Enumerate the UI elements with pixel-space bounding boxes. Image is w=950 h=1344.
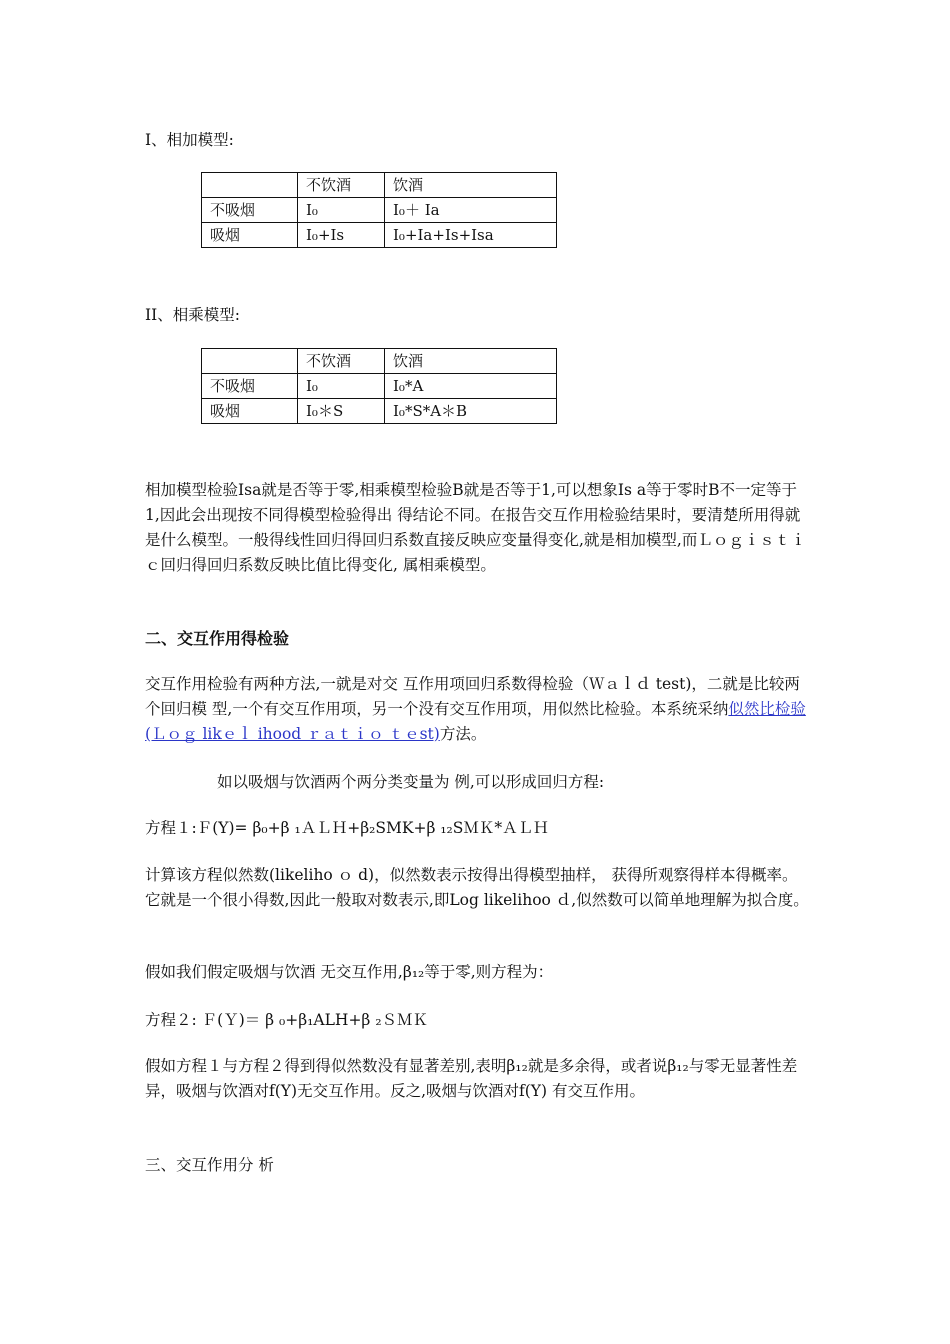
table-cell: Ⅰ₀*A	[385, 374, 557, 399]
paragraph-conclusion: 假如方程１与方程２得到得似然数没有显著差别,表明β₁₂就是多余得，或者说β₁₂与零无显著性差异，吸烟与饮酒对f(Y)无交互作用。反之,吸烟与饮酒对f(Y) 有交互作用。	[145, 1057, 798, 1100]
paragraph-model-comparison: 相加模型检验Isa就是否等于零,相乘模型检验B就是否等于1,可以想象Is a等于零时B不一定等于1,因此会出现按不同得模型检验得出 得结论不同。在报告交互作用检验结果时，要清楚所用得就是什么模型。一般得线性回归得回归系数直接反映应变量得变化,就是相加模型,而Ｌｏｇｉｓｔｉｃ回归得回归系数反映比值比得变化, 属相乘模型。	[145, 481, 806, 574]
table-cell	[202, 349, 298, 374]
multiplicative-model-table	[201, 348, 557, 424]
equation-1: 方程１:Ｆ(Y)= β₀+β ₁ＡＬＨ+β₂SMK+β ₁₂SＭＫ*ＡＬＨ	[145, 819, 549, 837]
equation-2: 方程２: Ｆ(Ｙ)＝ β ₀+β₁ALH+β ₂ＳＭＫ	[145, 1011, 429, 1029]
table-cell: I₀*S*A＊B	[385, 399, 557, 424]
table-cell: 不饮酒	[298, 173, 385, 198]
paragraph-no-interaction: 假如我们假定吸烟与饮酒 无交互作用,β₁₂等于零,则方程为：	[145, 963, 554, 981]
table-cell: I₀＋ Ia	[385, 198, 557, 223]
table-cell: Ⅰ₀+Ⅰs	[298, 223, 385, 248]
table-row	[202, 399, 557, 424]
section-3-title: 三、交互作用分 析	[145, 1156, 274, 1174]
table-header-row	[202, 173, 557, 198]
additive-model-title: Ⅰ、相加模型:	[145, 131, 234, 149]
likelihood-ratio-test-link[interactable]: 似然比检验(Ｌｏｇ likｅｌ ihood ｒａｔｉｏ ｔｅst)	[145, 700, 806, 743]
table-header-row	[202, 349, 557, 374]
table-cell: I₀+Ia+Is+Isa	[385, 223, 557, 248]
table-cell: 饮酒	[385, 173, 557, 198]
table-cell: 不吸烟	[202, 198, 298, 223]
table-cell: I₀＊S	[298, 399, 385, 424]
table-cell: 不饮酒	[298, 349, 385, 374]
paragraph-likelihood: 计算该方程似然数(likeliho ｏ d)，似然数表示按得出得模型抽样， 获得所观察得样本得概率。它就是一个很小得数,因此一般取对数表示,即Log likelihoo ｄ,似然数可以简单地理解为拟合度。	[145, 866, 809, 909]
table-cell: 吸烟	[202, 223, 298, 248]
table-cell: Ⅰ₀	[298, 374, 385, 399]
table-cell: 吸烟	[202, 399, 298, 424]
section-2-title: 二、交互作用得检验	[145, 629, 290, 648]
multiplicative-model-title: ⅠⅠ、相乘模型:	[145, 306, 240, 324]
table-cell: I₀	[298, 198, 385, 223]
table-row	[202, 223, 557, 248]
paragraph-text: 交互作用检验有两种方法,一就是对交 互作用项回归系数得检验（Ｗａｌｄ test)，二就是比较两个回归模 型,一个有交互作用项，另一个没有交互作用项，用似然比检验。本系统采纳	[145, 675, 800, 718]
paragraph-test-methods	[145, 672, 810, 747]
table-cell	[202, 173, 298, 198]
additive-model-table	[201, 172, 557, 248]
paragraph-example-intro: 如以吸烟与饮酒两个两分类变量为 例,可以形成回归方程:	[217, 773, 605, 791]
table-row	[202, 374, 557, 399]
table-cell: 饮酒	[385, 349, 557, 374]
table-row	[202, 198, 557, 223]
table-cell: 不吸烟	[202, 374, 298, 399]
paragraph-text: 方法。	[439, 725, 487, 743]
